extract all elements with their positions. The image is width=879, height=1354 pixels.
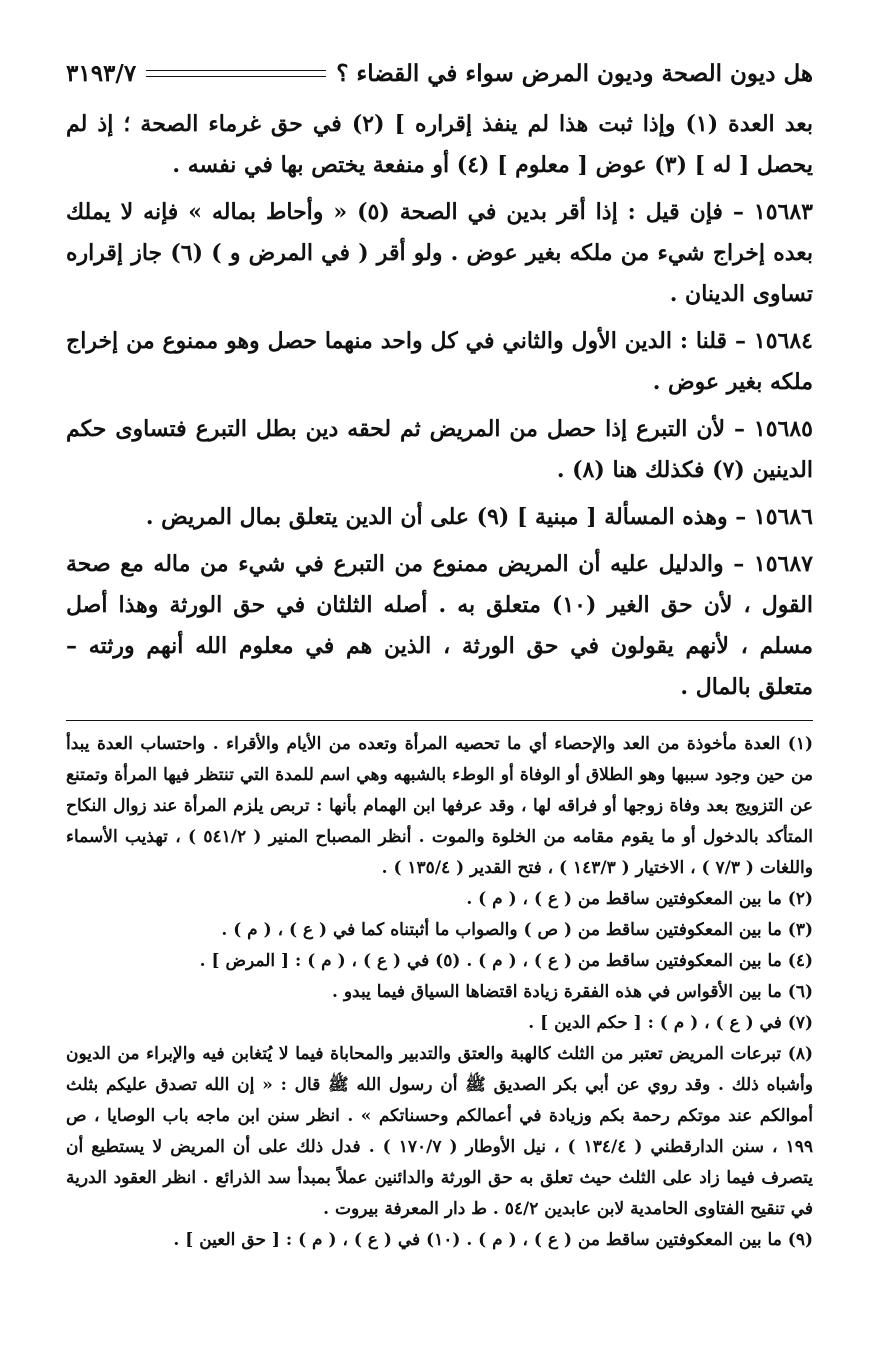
footnote: (١) العدة مأخوذة من العد والإحصاء أي ما تحصيه المرأة وتعده من الأيام والأقراء . واحتساب العدة يبدأ من حين وجود سببها وهو الطلاق أو الوفاة أو الوطء بالشبهه وهي اسم للمدة التي تنتظر فيها المرأة وتمتنع عن التزويج بعد وفاة زوجها أو فراقه لها ، وقد عرفها ابن الهمام بأنها : تربص يلزم المرأة عند زوال النكاح المتأكد بالدخول أو ما يقوم مقامه من الخلوة والموت . أنظر المصباح المنير ( ٥٤١/٢ ) ، تهذيب الأسماء واللغات ( ٧/٣ ) ، الاختيار ( ١٤٣/٣ ) ، فتح القدير ( ١٣٥/٤ ) . (66, 734, 813, 878)
header-rule (146, 70, 326, 77)
footnote: (٢) ما بين المعكوفتين ساقط من ( ع ) ، ( م ) . (466, 889, 813, 909)
paragraph: بعد العدة (١) وإذا ثبت هذا لم ينفذ إقراره ] (٢) في حق غرماء الصحة ؛ إذ لم يحصل [ له ] (٣) عوض [ معلوم ] (٤) أو منفعة يختص بها في نفسه . (66, 111, 814, 178)
page-number: ٣١٩٣/٧ (66, 59, 137, 87)
footnote: (٨) تبرعات المريض تعتبر من الثلث كالهبة والعتق والتدبير والمحاباة فيما لا يُتغابن فيه والإبراء من الديون وأشباه ذلك . وقد روي عن أبي بكر الصديق ﷺ أن رسول الله ﷺ قال : « إن الله تصدق عليكم بثلث أموالكم عند موتكم رحمة بكم وزيادة في أعمالكم وحسناتكم » . انظر سنن ابن ماجه باب الوصايا ، ص ١٩٩ ، سنن الدارقطني ( ١٣٤/٤ ) ، نيل الأوطار ( ١٧٠/٧ ) . فدل ذلك على أن المريض لا يستطيع أن يتصرف فيما زاد على الثلث حيث تعلق به حق الورثة والدائنين عملاً بمبدأ سد الذرائع . انظر العقود الدرية في تنقيح الفتاوى الحامدية لابن عابدين ٥٤/٢ . ط دار المعرفة بيروت . (66, 1044, 814, 1219)
footnote: (٣) ما بين المعكوفتين ساقط من ( ص ) والصواب ما أثبتناه كما في ( ع ) ، ( م ) . (221, 920, 813, 940)
footnote: (٦) ما بين الأقواس في هذه الفقرة زيادة اقتضاها السياق فيما يبدو . (331, 982, 813, 1002)
paragraph: ١٥٦٨٣ – فإن قيل : إذا أقر بدين في الصحة (٥) « وأحاط بماله » فإنه لا يملك بعده إخراج شيء من ملكه بغير عوض . ولو أقر ( في المرض و ) (٦) جاز إقراره تساوى الدينان . (66, 199, 814, 307)
main-text (66, 104, 813, 708)
running-header (66, 56, 813, 90)
paragraph: ١٥٦٨٥ – لأن التبرع إذا حصل من المريض ثم لحقه دين بطل التبرع فتساوى حكم الدينين (٧) فكذلك هنا (٨) . (66, 416, 813, 483)
paragraph: ١٥٦٨٦ – وهذه المسألة [ مبنية ] (٩) على أن الدين يتعلق بمال المريض . (145, 504, 813, 530)
footnote: (٩) ما بين المعكوفتين ساقط من ( ع ) ، ( م ) . (١٠) في ( ع ) ، ( م ) : [ حق العين ] . (173, 1230, 813, 1250)
footnotes (66, 720, 813, 1256)
paragraph: ١٥٦٨٤ – قلنا : الدين الأول والثاني في كل واحد منهما حصل وهو ممنوع من إخراج ملكه بغير عوض . (66, 328, 813, 395)
running-title: هل ديون الصحة وديون المرض سواء في القضاء ؟ (336, 59, 813, 87)
paragraph: ١٥٦٨٧ – والدليل عليه أن المريض ممنوع من التبرع في شيء من ماله مع صحة القول ، لأن حق الغير (١٠) متعلق به . أصله الثلثان في حق الورثة وهذا أصل مسلم ، لأنهم يقولون في حق الورثة ، الذين هم في معلوم الله أنهم ورثته – متعلق بالمال . (66, 551, 813, 700)
footnote: (٧) في ( ع ) ، ( م ) : [ حكم الدين ] . (528, 1013, 813, 1033)
footnote: (٤) ما بين المعكوفتين ساقط من ( ع ) ، ( م ) . (٥) في ( ع ) ، ( م ) : [ المرض ] . (199, 951, 813, 971)
